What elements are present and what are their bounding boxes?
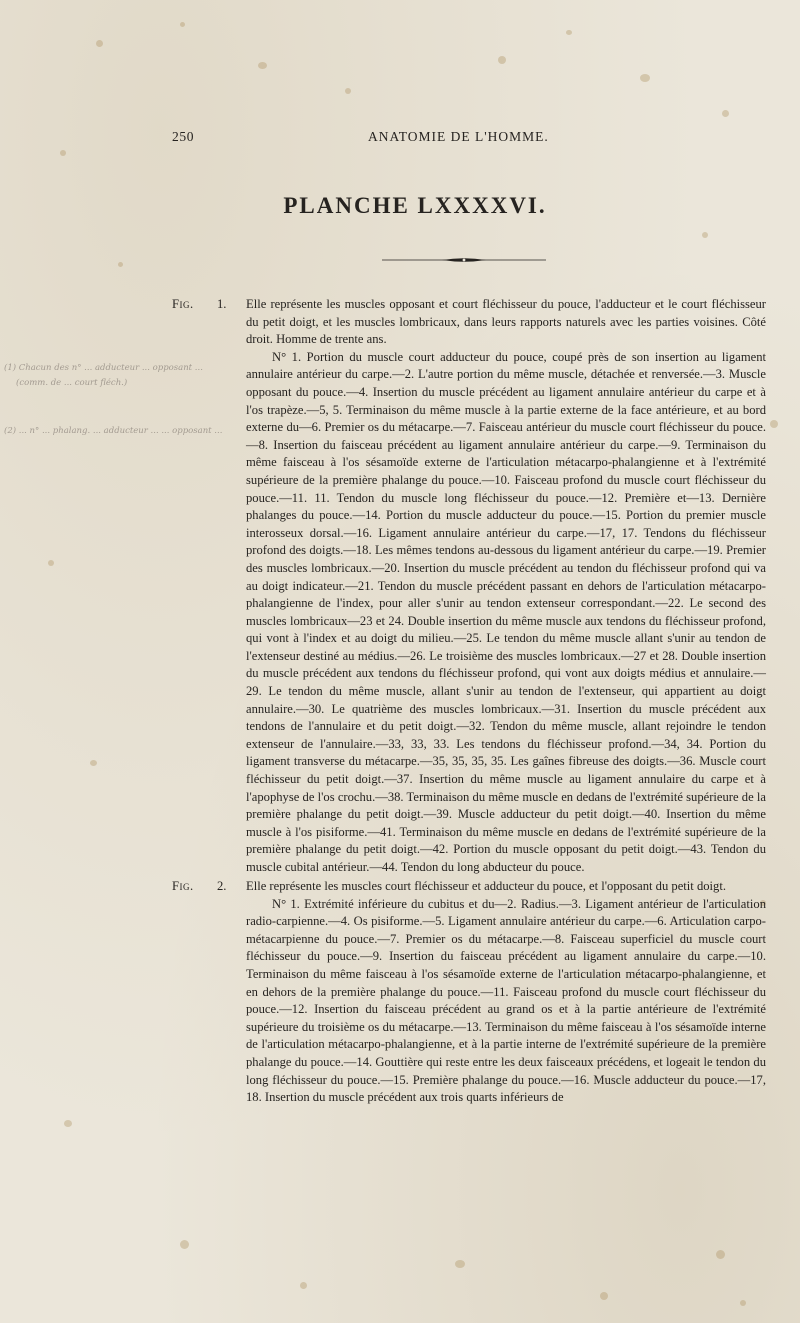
figure-number: 1.	[217, 297, 227, 311]
figure-intro: Elle représente les muscles opposant et court fléchisseur du pouce, l'adducteur et le court fléchisseur du petit doigt, et les muscles lombricaux, dans leurs rapports naturels avec les parties voisines. Côté droit. Homme de trente ans.	[246, 297, 766, 347]
figure-1-block	[172, 296, 766, 877]
margin-note: (comm. de ... court fléch.)	[16, 378, 128, 388]
figure-number: 2.	[217, 879, 227, 893]
figure-intro: Elle représente les muscles court fléchisseur et adducteur du pouce, et l'opposant du petit doigt.	[246, 879, 726, 893]
plate-title: PLANCHE LXXXXVI.	[283, 193, 547, 218]
running-title: ANATOMIE DE L'HOMME.	[368, 129, 549, 144]
figure-label: Fig.	[172, 297, 194, 311]
margin-note: (1) Chacun des n° ... adducteur ... opposant ...	[4, 363, 203, 373]
figure-label: Fig.	[172, 879, 194, 893]
figure-description: N° 1. Extrémité inférieure du cubitus et du—2. Radius.—3. Ligament antérieur de l'articulation radio-carpienne.—4. Os pisiforme.—5. Ligament annulaire antérieur du carpe.—6. Articulation carpo-métacarpienne du pouce.—7. Premier os du métacarpe.—8. Faisceau superficiel du muscle court fléchisseur du pouce.—9. Insertion du faisceau précédent au ligament annulaire du carpe.—10. Terminaison du même faisceau à l'os sésamoïde externe de l'articulation métacarpo-phalangienne, et en dehors de la première phalange du pouce.—11. Faisceau profond du muscle court fléchisseur du pouce.—12. Insertion du faisceau précédent au grand os et à la partie antérieure de l'extrémité supérieure du troisième os du métacarpe.—13. Terminaison du même faisceau à l'os sésamoïde interne de l'articulation métacarpo-phalangienne, et à la partie interne de l'extrémité supérieure de la première phalange du pouce.—14. Gouttière qui reste entre les deux faisceaux précédens, et logeait le tendon du long fléchisseur du pouce.—15. Première phalange du pouce.—16. Muscle adducteur du pouce.—17, 18. Insertion du muscle précédent aux trois quarts inférieurs de	[246, 896, 766, 1105]
running-head	[172, 129, 762, 147]
figure-2-block	[172, 878, 766, 1107]
margin-note: (2) ... n° ... phalang. ... adducteur ... ... opposant ...	[4, 426, 223, 436]
figure-description: N° 1. Portion du muscle court adducteur du pouce, coupé près de son insertion au ligament annulaire antérieur du carpe.—2. L'autre portion du même muscle, détachée et renversée.—3. Muscle opposant du pouce.—4. Insertion du muscle précédent au ligament annulaire antérieur du carpe et à l'os trapèze.—5, 5. Terminaison du même muscle à la partie externe de la face antérieure, et au bord externe du—6. Premier os du métacarpe.—7. Faisceau antérieur du muscle court fléchisseur du pouce.—8. Insertion du faisceau précédent au ligament annulaire antérieur du carpe.—9. Terminaison du même faisceau à l'os sésamoïde externe de l'articulation métacarpo-phalangienne et à l'extrémité supérieure de la première phalange du pouce.—10. Faisceau profond du muscle court fléchisseur du pouce.—11. 11. Tendon du muscle long fléchisseur du pouce.—12. Première et—13. Dernière phalanges du pouce.—14. Portion du muscle adducteur du pouce.—15. Portion du premier muscle interosseux dorsal.—16. Ligament annulaire antérieur du carpe.—17, 17. Tendons du fléchisseur profond des doigts.—18. Les mêmes tendons au-dessous du ligament antérieur du carpe.—19. Premier des muscles lombricaux.—20. Insertion du muscle précédent au tendon du fléchisseur profond qui va au doigt indicateur.—21. Tendon du muscle précédent passant en dehors de l'articulation métacarpo-phalangienne de l'index, pour aller s'unir au tendon extenseur correspondant.—22. Le second des muscles lombricaux—23 et 24. Double insertion du même muscle aux tendons du fléchisseur profond, qui vont à l'index et au doigt du milieu.—25. Le tendon du même muscle allant s'unir au tendon de l'extenseur destiné au médius.—26. Le troisième des muscles lombricaux.—27 et 28. Double insertion du muscle précédent aux tendons du fléchisseur profond, qui vont aux doigts médius et annulaire.—29. Le tendon du même muscle, allant s'unir au tendon de l'extenseur, qui appartient au doigt annulaire.—30. Le quatrième des muscles lombricaux.—31. Insertion du muscle précédent aux tendons de l'annulaire et du petit doigt.—32. Tendon du même muscle, allant rejoindre le tendon extenseur de l'annulaire.—33, 33, 33. Les tendons du fléchisseur profond.—34, 34. Portion du ligament transverse du métacarpe.—35, 35, 35, 35. Les gaînes fibreuse des doigts.—36. Muscle court fléchisseur du petit doigt.—37. Insertion du même muscle au ligament annulaire du carpe et à l'apophyse de l'os crochu.—38. Terminaison du même muscle en dedans de l'extrémité supérieure de la première phalange du petit doigt.—39. Muscle adducteur du petit doigt.—40. Insertion du même muscle à l'os pisiforme.—41. Terminaison du même muscle en dedans de l'extrémité supérieure de la première phalange du petit doigt.—42. Portion du muscle opposant du petit doigt.—43. Tendon du muscle cubital antérieur.—44. Tendon du long abducteur du pouce.	[246, 349, 766, 874]
page-number: 250	[172, 129, 195, 144]
ornamental-rule	[382, 256, 546, 264]
